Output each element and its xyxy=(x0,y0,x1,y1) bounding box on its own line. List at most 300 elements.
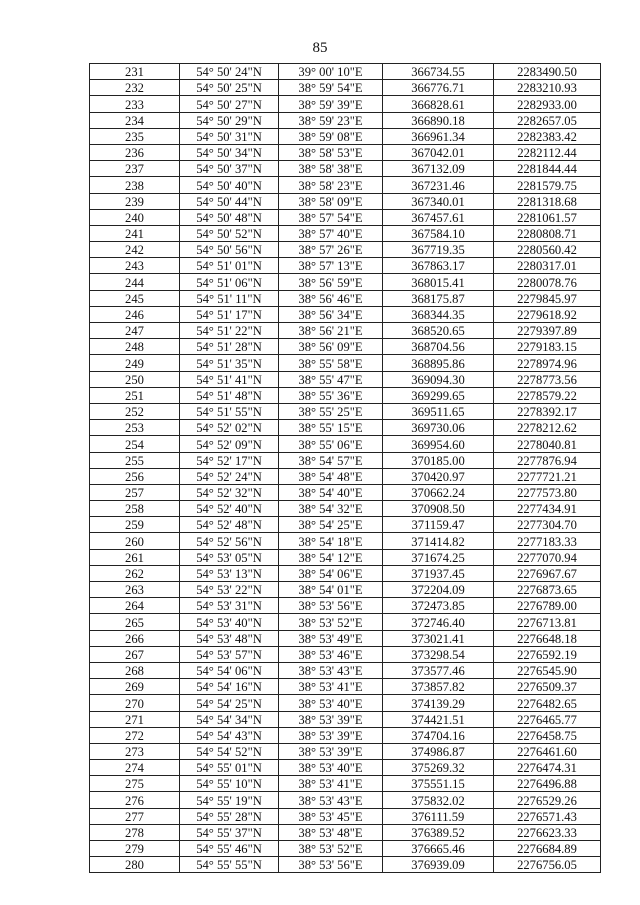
coord-y-cell: 2283210.93 xyxy=(494,80,601,96)
longitude-cell: 38° 56' 59"E xyxy=(279,274,383,290)
table-row xyxy=(90,662,601,678)
latitude-cell: 54° 51' 55"N xyxy=(180,403,279,419)
longitude-cell: 38° 53' 56"E xyxy=(279,598,383,614)
table-row xyxy=(90,549,601,565)
latitude-cell: 54° 55' 01"N xyxy=(180,760,279,776)
table-row xyxy=(90,144,601,160)
table-row xyxy=(90,64,601,80)
longitude-cell: 38° 57' 40"E xyxy=(279,225,383,241)
coord-x-cell: 368895.86 xyxy=(383,355,494,371)
coord-x-cell: 369954.60 xyxy=(383,436,494,452)
coord-x-cell: 372204.09 xyxy=(383,582,494,598)
point-number-cell: 237 xyxy=(90,161,180,177)
longitude-cell: 38° 53' 39"E xyxy=(279,727,383,743)
longitude-cell: 38° 53' 39"E xyxy=(279,743,383,759)
longitude-cell: 38° 53' 56"E xyxy=(279,857,383,873)
table-row xyxy=(90,177,601,193)
coord-x-cell: 373298.54 xyxy=(383,646,494,662)
latitude-cell: 54° 54' 52"N xyxy=(180,743,279,759)
table-row xyxy=(90,290,601,306)
latitude-cell: 54° 53' 48"N xyxy=(180,630,279,646)
longitude-cell: 39° 00' 10"E xyxy=(279,64,383,80)
longitude-cell: 38° 55' 36"E xyxy=(279,387,383,403)
coord-x-cell: 376665.46 xyxy=(383,841,494,857)
point-number-cell: 273 xyxy=(90,743,180,759)
table-row xyxy=(90,841,601,857)
latitude-cell: 54° 50' 34"N xyxy=(180,144,279,160)
page-number: 85 xyxy=(312,40,328,56)
point-number-cell: 252 xyxy=(90,403,180,419)
coord-x-cell: 371159.47 xyxy=(383,517,494,533)
latitude-cell: 54° 53' 40"N xyxy=(180,614,279,630)
coord-y-cell: 2277304.70 xyxy=(494,517,601,533)
coord-y-cell: 2277721.21 xyxy=(494,468,601,484)
coord-x-cell: 369094.30 xyxy=(383,371,494,387)
coordinates-table-body xyxy=(90,64,601,873)
coord-y-cell: 2282383.42 xyxy=(494,128,601,144)
coord-y-cell: 2282112.44 xyxy=(494,144,601,160)
coord-x-cell: 371414.82 xyxy=(383,533,494,549)
point-number-cell: 251 xyxy=(90,387,180,403)
longitude-cell: 38° 53' 40"E xyxy=(279,695,383,711)
table-row xyxy=(90,711,601,727)
longitude-cell: 38° 54' 12"E xyxy=(279,549,383,565)
point-number-cell: 272 xyxy=(90,727,180,743)
coord-y-cell: 2281844.44 xyxy=(494,161,601,177)
latitude-cell: 54° 55' 55"N xyxy=(180,857,279,873)
longitude-cell: 38° 53' 45"E xyxy=(279,808,383,824)
coord-y-cell: 2276529.26 xyxy=(494,792,601,808)
longitude-cell: 38° 59' 39"E xyxy=(279,96,383,112)
point-number-cell: 261 xyxy=(90,549,180,565)
table-row xyxy=(90,436,601,452)
point-number-cell: 239 xyxy=(90,193,180,209)
latitude-cell: 54° 54' 43"N xyxy=(180,727,279,743)
table-row xyxy=(90,582,601,598)
longitude-cell: 38° 55' 47"E xyxy=(279,371,383,387)
latitude-cell: 54° 50' 52"N xyxy=(180,225,279,241)
coord-y-cell: 2276873.65 xyxy=(494,582,601,598)
coord-y-cell: 2276474.31 xyxy=(494,760,601,776)
latitude-cell: 54° 52' 32"N xyxy=(180,484,279,500)
coord-y-cell: 2280560.42 xyxy=(494,242,601,258)
longitude-cell: 38° 54' 01"E xyxy=(279,582,383,598)
longitude-cell: 38° 53' 43"E xyxy=(279,792,383,808)
coord-x-cell: 374986.87 xyxy=(383,743,494,759)
point-number-cell: 231 xyxy=(90,64,180,80)
coord-x-cell: 367132.09 xyxy=(383,161,494,177)
longitude-cell: 38° 54' 48"E xyxy=(279,468,383,484)
table-row xyxy=(90,614,601,630)
coord-y-cell: 2276789.00 xyxy=(494,598,601,614)
table-row xyxy=(90,242,601,258)
table-row xyxy=(90,695,601,711)
point-number-cell: 257 xyxy=(90,484,180,500)
longitude-cell: 38° 53' 48"E xyxy=(279,824,383,840)
table-row xyxy=(90,808,601,824)
longitude-cell: 38° 55' 15"E xyxy=(279,420,383,436)
table-row xyxy=(90,128,601,144)
longitude-cell: 38° 54' 57"E xyxy=(279,452,383,468)
table-row xyxy=(90,501,601,517)
coord-y-cell: 2276713.81 xyxy=(494,614,601,630)
point-number-cell: 243 xyxy=(90,258,180,274)
coord-y-cell: 2276623.33 xyxy=(494,824,601,840)
coord-y-cell: 2279618.92 xyxy=(494,306,601,322)
coord-y-cell: 2276756.05 xyxy=(494,857,601,873)
table-row xyxy=(90,484,601,500)
coord-x-cell: 366961.34 xyxy=(383,128,494,144)
coord-y-cell: 2278392.17 xyxy=(494,403,601,419)
point-number-cell: 240 xyxy=(90,209,180,225)
coord-x-cell: 373857.82 xyxy=(383,679,494,695)
point-number-cell: 280 xyxy=(90,857,180,873)
point-number-cell: 249 xyxy=(90,355,180,371)
latitude-cell: 54° 52' 09"N xyxy=(180,436,279,452)
table-row xyxy=(90,161,601,177)
coord-x-cell: 367584.10 xyxy=(383,225,494,241)
point-number-cell: 259 xyxy=(90,517,180,533)
latitude-cell: 54° 51' 01"N xyxy=(180,258,279,274)
latitude-cell: 54° 55' 37"N xyxy=(180,824,279,840)
longitude-cell: 38° 57' 26"E xyxy=(279,242,383,258)
coord-x-cell: 368015.41 xyxy=(383,274,494,290)
coord-x-cell: 369730.06 xyxy=(383,420,494,436)
table-row xyxy=(90,727,601,743)
point-number-cell: 275 xyxy=(90,776,180,792)
latitude-cell: 54° 53' 31"N xyxy=(180,598,279,614)
latitude-cell: 54° 51' 17"N xyxy=(180,306,279,322)
coord-x-cell: 375551.15 xyxy=(383,776,494,792)
point-number-cell: 253 xyxy=(90,420,180,436)
longitude-cell: 38° 58' 09"E xyxy=(279,193,383,209)
coord-y-cell: 2276482.65 xyxy=(494,695,601,711)
point-number-cell: 245 xyxy=(90,290,180,306)
latitude-cell: 54° 54' 06"N xyxy=(180,662,279,678)
point-number-cell: 265 xyxy=(90,614,180,630)
longitude-cell: 38° 54' 25"E xyxy=(279,517,383,533)
point-number-cell: 279 xyxy=(90,841,180,857)
latitude-cell: 54° 54' 16"N xyxy=(180,679,279,695)
coord-x-cell: 366734.55 xyxy=(383,64,494,80)
latitude-cell: 54° 52' 48"N xyxy=(180,517,279,533)
point-number-cell: 247 xyxy=(90,323,180,339)
point-number-cell: 236 xyxy=(90,144,180,160)
table-row xyxy=(90,209,601,225)
coord-x-cell: 367457.61 xyxy=(383,209,494,225)
latitude-cell: 54° 51' 22"N xyxy=(180,323,279,339)
latitude-cell: 54° 55' 28"N xyxy=(180,808,279,824)
coord-x-cell: 375832.02 xyxy=(383,792,494,808)
latitude-cell: 54° 51' 48"N xyxy=(180,387,279,403)
table-row xyxy=(90,679,601,695)
point-number-cell: 269 xyxy=(90,679,180,695)
table-row xyxy=(90,323,601,339)
longitude-cell: 38° 56' 21"E xyxy=(279,323,383,339)
longitude-cell: 38° 53' 41"E xyxy=(279,679,383,695)
longitude-cell: 38° 53' 46"E xyxy=(279,646,383,662)
longitude-cell: 38° 59' 54"E xyxy=(279,80,383,96)
latitude-cell: 54° 51' 28"N xyxy=(180,339,279,355)
table-row xyxy=(90,533,601,549)
longitude-cell: 38° 55' 58"E xyxy=(279,355,383,371)
longitude-cell: 38° 54' 40"E xyxy=(279,484,383,500)
coord-x-cell: 368520.65 xyxy=(383,323,494,339)
latitude-cell: 54° 52' 02"N xyxy=(180,420,279,436)
point-number-cell: 268 xyxy=(90,662,180,678)
coord-x-cell: 368344.35 xyxy=(383,306,494,322)
coord-y-cell: 2279845.97 xyxy=(494,290,601,306)
table-row xyxy=(90,743,601,759)
coord-y-cell: 2276684.89 xyxy=(494,841,601,857)
longitude-cell: 38° 53' 52"E xyxy=(279,841,383,857)
latitude-cell: 54° 50' 27"N xyxy=(180,96,279,112)
longitude-cell: 38° 53' 49"E xyxy=(279,630,383,646)
point-number-cell: 258 xyxy=(90,501,180,517)
point-number-cell: 248 xyxy=(90,339,180,355)
coord-x-cell: 376939.09 xyxy=(383,857,494,873)
latitude-cell: 54° 51' 06"N xyxy=(180,274,279,290)
coord-y-cell: 2280317.01 xyxy=(494,258,601,274)
longitude-cell: 38° 56' 46"E xyxy=(279,290,383,306)
coord-x-cell: 369511.65 xyxy=(383,403,494,419)
coord-x-cell: 366776.71 xyxy=(383,80,494,96)
coord-y-cell: 2277070.94 xyxy=(494,549,601,565)
longitude-cell: 38° 53' 43"E xyxy=(279,662,383,678)
point-number-cell: 274 xyxy=(90,760,180,776)
coord-x-cell: 366890.18 xyxy=(383,112,494,128)
coord-y-cell: 2276592.19 xyxy=(494,646,601,662)
point-number-cell: 266 xyxy=(90,630,180,646)
table-row xyxy=(90,339,601,355)
coord-y-cell: 2276465.77 xyxy=(494,711,601,727)
table-row xyxy=(90,452,601,468)
latitude-cell: 54° 54' 25"N xyxy=(180,695,279,711)
coord-y-cell: 2283490.50 xyxy=(494,64,601,80)
table-row xyxy=(90,792,601,808)
coord-y-cell: 2280808.71 xyxy=(494,225,601,241)
table-row xyxy=(90,468,601,484)
point-number-cell: 233 xyxy=(90,96,180,112)
coord-x-cell: 376111.59 xyxy=(383,808,494,824)
coord-x-cell: 367042.01 xyxy=(383,144,494,160)
longitude-cell: 38° 58' 23"E xyxy=(279,177,383,193)
latitude-cell: 54° 54' 34"N xyxy=(180,711,279,727)
coord-x-cell: 369299.65 xyxy=(383,387,494,403)
latitude-cell: 54° 51' 35"N xyxy=(180,355,279,371)
latitude-cell: 54° 52' 17"N xyxy=(180,452,279,468)
point-number-cell: 238 xyxy=(90,177,180,193)
table-row xyxy=(90,258,601,274)
coord-y-cell: 2278974.96 xyxy=(494,355,601,371)
coord-y-cell: 2276458.75 xyxy=(494,727,601,743)
coord-x-cell: 371674.25 xyxy=(383,549,494,565)
coord-x-cell: 374704.16 xyxy=(383,727,494,743)
coord-x-cell: 374421.51 xyxy=(383,711,494,727)
coord-y-cell: 2281061.57 xyxy=(494,209,601,225)
coord-x-cell: 368175.87 xyxy=(383,290,494,306)
point-number-cell: 254 xyxy=(90,436,180,452)
point-number-cell: 232 xyxy=(90,80,180,96)
longitude-cell: 38° 53' 39"E xyxy=(279,711,383,727)
point-number-cell: 246 xyxy=(90,306,180,322)
latitude-cell: 54° 50' 40"N xyxy=(180,177,279,193)
latitude-cell: 54° 55' 46"N xyxy=(180,841,279,857)
latitude-cell: 54° 50' 44"N xyxy=(180,193,279,209)
point-number-cell: 250 xyxy=(90,371,180,387)
coord-x-cell: 372746.40 xyxy=(383,614,494,630)
longitude-cell: 38° 59' 23"E xyxy=(279,112,383,128)
coord-x-cell: 367340.01 xyxy=(383,193,494,209)
table-row xyxy=(90,857,601,873)
longitude-cell: 38° 55' 06"E xyxy=(279,436,383,452)
point-number-cell: 260 xyxy=(90,533,180,549)
latitude-cell: 54° 55' 19"N xyxy=(180,792,279,808)
coord-y-cell: 2280078.76 xyxy=(494,274,601,290)
coord-y-cell: 2278579.22 xyxy=(494,387,601,403)
coord-y-cell: 2276509.37 xyxy=(494,679,601,695)
coord-x-cell: 370420.97 xyxy=(383,468,494,484)
longitude-cell: 38° 53' 52"E xyxy=(279,614,383,630)
coord-y-cell: 2278040.81 xyxy=(494,436,601,452)
table-row xyxy=(90,824,601,840)
latitude-cell: 54° 53' 05"N xyxy=(180,549,279,565)
coord-x-cell: 367863.17 xyxy=(383,258,494,274)
latitude-cell: 54° 50' 37"N xyxy=(180,161,279,177)
table-row xyxy=(90,355,601,371)
coord-y-cell: 2276967.67 xyxy=(494,565,601,581)
point-number-cell: 241 xyxy=(90,225,180,241)
latitude-cell: 54° 50' 56"N xyxy=(180,242,279,258)
coord-y-cell: 2277876.94 xyxy=(494,452,601,468)
table-row xyxy=(90,112,601,128)
point-number-cell: 277 xyxy=(90,808,180,824)
longitude-cell: 38° 55' 25"E xyxy=(279,403,383,419)
table-row xyxy=(90,646,601,662)
table-row xyxy=(90,225,601,241)
latitude-cell: 54° 53' 13"N xyxy=(180,565,279,581)
point-number-cell: 262 xyxy=(90,565,180,581)
latitude-cell: 54° 52' 56"N xyxy=(180,533,279,549)
coord-x-cell: 370908.50 xyxy=(383,501,494,517)
point-number-cell: 271 xyxy=(90,711,180,727)
coord-y-cell: 2276545.90 xyxy=(494,662,601,678)
longitude-cell: 38° 56' 09"E xyxy=(279,339,383,355)
coord-y-cell: 2278773.56 xyxy=(494,371,601,387)
coord-y-cell: 2279397.89 xyxy=(494,323,601,339)
point-number-cell: 267 xyxy=(90,646,180,662)
longitude-cell: 38° 57' 54"E xyxy=(279,209,383,225)
latitude-cell: 54° 52' 40"N xyxy=(180,501,279,517)
table-row xyxy=(90,371,601,387)
longitude-cell: 38° 58' 38"E xyxy=(279,161,383,177)
coord-x-cell: 371937.45 xyxy=(383,565,494,581)
point-number-cell: 263 xyxy=(90,582,180,598)
latitude-cell: 54° 51' 11"N xyxy=(180,290,279,306)
coord-y-cell: 2282933.00 xyxy=(494,96,601,112)
latitude-cell: 54° 52' 24"N xyxy=(180,468,279,484)
table-row xyxy=(90,420,601,436)
longitude-cell: 38° 56' 34"E xyxy=(279,306,383,322)
coord-x-cell: 372473.85 xyxy=(383,598,494,614)
coord-x-cell: 370662.24 xyxy=(383,484,494,500)
point-number-cell: 242 xyxy=(90,242,180,258)
longitude-cell: 38° 54' 32"E xyxy=(279,501,383,517)
coord-y-cell: 2279183.15 xyxy=(494,339,601,355)
latitude-cell: 54° 53' 57"N xyxy=(180,646,279,662)
table-row xyxy=(90,760,601,776)
table-row xyxy=(90,80,601,96)
longitude-cell: 38° 54' 06"E xyxy=(279,565,383,581)
point-number-cell: 264 xyxy=(90,598,180,614)
coord-x-cell: 375269.32 xyxy=(383,760,494,776)
coord-x-cell: 376389.52 xyxy=(383,824,494,840)
coord-y-cell: 2276571.43 xyxy=(494,808,601,824)
point-number-cell: 234 xyxy=(90,112,180,128)
point-number-cell: 270 xyxy=(90,695,180,711)
longitude-cell: 38° 59' 08"E xyxy=(279,128,383,144)
table-row xyxy=(90,776,601,792)
coordinates-table xyxy=(89,63,601,873)
coord-y-cell: 2282657.05 xyxy=(494,112,601,128)
coord-x-cell: 374139.29 xyxy=(383,695,494,711)
longitude-cell: 38° 53' 41"E xyxy=(279,776,383,792)
coord-x-cell: 367231.46 xyxy=(383,177,494,193)
table-row xyxy=(90,387,601,403)
latitude-cell: 54° 50' 29"N xyxy=(180,112,279,128)
coord-y-cell: 2277183.33 xyxy=(494,533,601,549)
coord-x-cell: 366828.61 xyxy=(383,96,494,112)
coord-y-cell: 2276648.18 xyxy=(494,630,601,646)
point-number-cell: 276 xyxy=(90,792,180,808)
point-number-cell: 256 xyxy=(90,468,180,484)
coord-x-cell: 370185.00 xyxy=(383,452,494,468)
table-row xyxy=(90,403,601,419)
coord-y-cell: 2276461.60 xyxy=(494,743,601,759)
table-row xyxy=(90,274,601,290)
coord-y-cell: 2281579.75 xyxy=(494,177,601,193)
table-row xyxy=(90,96,601,112)
coord-y-cell: 2278212.62 xyxy=(494,420,601,436)
point-number-cell: 255 xyxy=(90,452,180,468)
point-number-cell: 235 xyxy=(90,128,180,144)
longitude-cell: 38° 54' 18"E xyxy=(279,533,383,549)
latitude-cell: 54° 51' 41"N xyxy=(180,371,279,387)
table-row xyxy=(90,306,601,322)
coord-y-cell: 2281318.68 xyxy=(494,193,601,209)
latitude-cell: 54° 50' 31"N xyxy=(180,128,279,144)
coord-x-cell: 373021.41 xyxy=(383,630,494,646)
longitude-cell: 38° 58' 53"E xyxy=(279,144,383,160)
table-row xyxy=(90,565,601,581)
table-row xyxy=(90,598,601,614)
longitude-cell: 38° 57' 13"E xyxy=(279,258,383,274)
latitude-cell: 54° 55' 10"N xyxy=(180,776,279,792)
coord-x-cell: 368704.56 xyxy=(383,339,494,355)
coord-y-cell: 2277434.91 xyxy=(494,501,601,517)
latitude-cell: 54° 50' 24"N xyxy=(180,64,279,80)
point-number-cell: 244 xyxy=(90,274,180,290)
latitude-cell: 54° 50' 48"N xyxy=(180,209,279,225)
table-row xyxy=(90,630,601,646)
latitude-cell: 54° 53' 22"N xyxy=(180,582,279,598)
coord-y-cell: 2276496.88 xyxy=(494,776,601,792)
table-row xyxy=(90,517,601,533)
latitude-cell: 54° 50' 25"N xyxy=(180,80,279,96)
longitude-cell: 38° 53' 40"E xyxy=(279,760,383,776)
coord-y-cell: 2277573.80 xyxy=(494,484,601,500)
coord-x-cell: 367719.35 xyxy=(383,242,494,258)
